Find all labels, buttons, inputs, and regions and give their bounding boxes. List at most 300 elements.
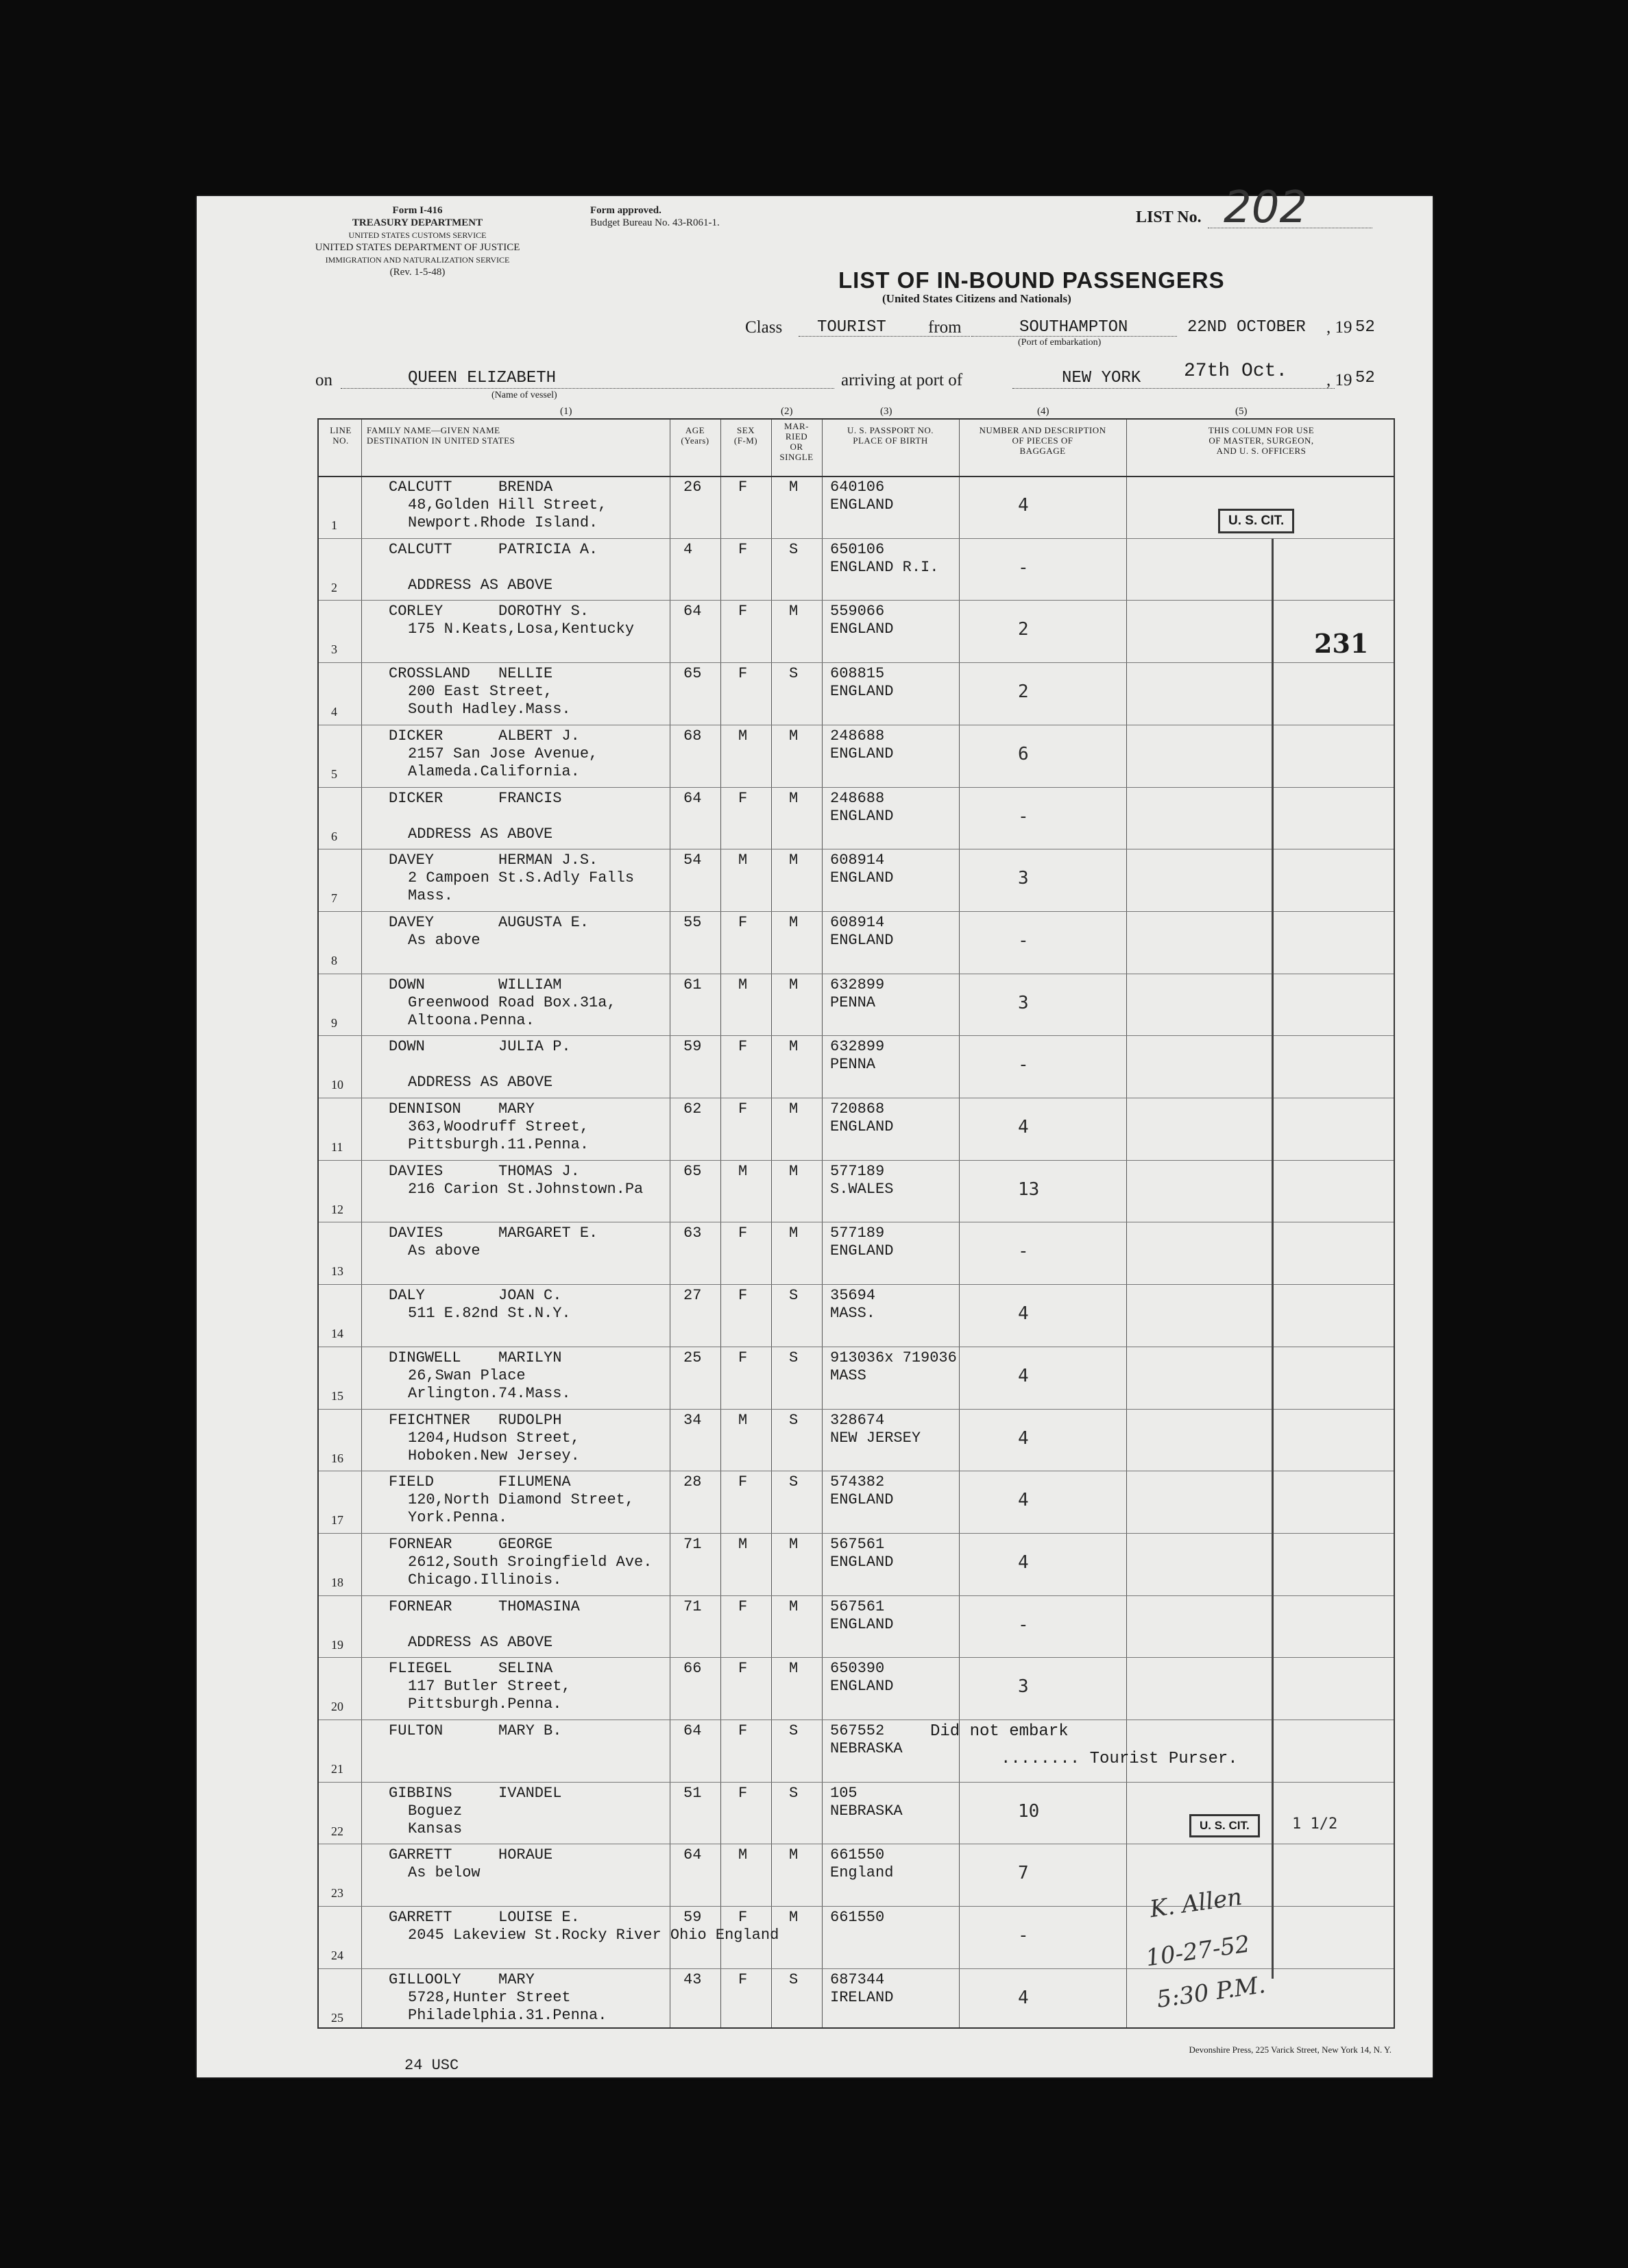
line-number: 10	[331, 1078, 343, 1092]
statute-note: 24 USC	[404, 2057, 459, 2074]
arrival-date: 27th Oct.	[1184, 361, 1288, 382]
sex: M	[738, 976, 748, 993]
passport-number: 661550	[830, 1846, 885, 1864]
passport-number: 567561	[830, 1597, 885, 1615]
marital-status: M	[789, 1038, 799, 1056]
passport-number: 608815	[830, 665, 885, 683]
place-of-birth: ENGLAND	[830, 1615, 894, 1633]
marital-status: M	[789, 852, 799, 869]
table-row	[319, 662, 1394, 725]
baggage-count: -	[1018, 557, 1029, 578]
table-row	[319, 600, 1394, 662]
class-label: Class	[745, 318, 783, 337]
address-line: 200 East Street,	[408, 683, 553, 701]
place-of-birth: ENGLAND	[830, 869, 894, 887]
line-number: 20	[331, 1700, 343, 1714]
address-line: Chicago.Illinois.	[408, 1571, 562, 1589]
given-name: JOAN C.	[498, 1287, 562, 1305]
form-agency-block	[301, 204, 534, 278]
agency-line: IMMIGRATION AND NATURALIZATION SERVICE	[325, 255, 510, 265]
given-name: MARGARET E.	[498, 1225, 598, 1242]
line-number: 23	[331, 1886, 343, 1901]
passport-number: 650106	[830, 540, 885, 558]
marital-status: M	[789, 1225, 799, 1242]
line-number: 14	[331, 1327, 343, 1341]
place-of-birth: NEBRASKA	[830, 1740, 903, 1757]
surname: DALY	[389, 1287, 425, 1305]
place-of-birth: S.WALES	[830, 1180, 894, 1198]
line-number: 22	[331, 1824, 343, 1838]
given-name: MARY	[498, 1100, 535, 1118]
passport-number: 567561	[830, 1535, 885, 1553]
place-of-birth: NEBRASKA	[830, 1802, 903, 1820]
place-of-birth: ENGLAND	[830, 931, 894, 949]
surname: DAVEY	[389, 913, 435, 931]
place-of-birth: MASS.	[830, 1305, 876, 1323]
header-sex: SEX (F-M)	[733, 425, 758, 446]
sex: M	[738, 1411, 748, 1429]
table-header	[319, 420, 1394, 477]
sex: F	[738, 1970, 748, 1988]
baggage-count: 4	[1018, 1490, 1029, 1511]
place-of-birth: ENGLAND	[830, 683, 894, 701]
approval-line: Form approved.	[590, 205, 661, 216]
baggage-count: 4	[1018, 1303, 1029, 1325]
address-line: 216 Carion St.Johnstown.Pa	[408, 1180, 644, 1198]
given-name: RUDOLPH	[498, 1411, 562, 1429]
address-line: Hoboken.New Jersey.	[408, 1447, 580, 1464]
marital-status: S	[789, 540, 799, 558]
line-number: 12	[331, 1202, 343, 1216]
row-divider	[319, 600, 1394, 601]
year-prefix: , 19	[1326, 318, 1352, 337]
surname: DICKER	[389, 789, 444, 807]
address-line: As below	[408, 1864, 481, 1882]
baggage-count: 4	[1018, 1365, 1029, 1386]
baggage-count: 3	[1018, 992, 1029, 1013]
sex: F	[738, 1597, 748, 1615]
address-line: 120,North Diamond Street,	[408, 1491, 635, 1509]
departure-date: 22ND OCTOBER	[1187, 318, 1306, 337]
baggage-count: 10	[1018, 1800, 1040, 1822]
list-number: 202	[1224, 182, 1308, 233]
line-number: 19	[331, 1637, 343, 1652]
address-line: Newport.Rhode Island.	[408, 514, 598, 531]
table-row	[319, 1595, 1394, 1658]
place-of-birth: ENGLAND	[830, 807, 894, 825]
row-divider	[319, 1782, 1394, 1783]
line-number: 3	[331, 642, 337, 657]
passport-number: 608914	[830, 913, 885, 931]
passport-number: 632899	[830, 1038, 885, 1056]
marital-status: M	[789, 1100, 799, 1118]
baggage-count: 3	[1018, 1676, 1029, 1698]
row-divider	[319, 1409, 1394, 1410]
surname: FEICHTNER	[389, 1411, 470, 1429]
signature-time: 5:30 P.M.	[1154, 1971, 1267, 2014]
line-number: 5	[331, 767, 337, 781]
table-row	[319, 725, 1394, 787]
table-row	[319, 787, 1394, 849]
passport-number: 248688	[830, 789, 885, 807]
baggage-count: -	[1018, 806, 1029, 827]
passport-number: 720868	[830, 1100, 885, 1118]
surname: DICKER	[389, 727, 444, 745]
address-line: As above	[408, 1242, 481, 1260]
age: 64	[683, 789, 702, 807]
sex: F	[738, 1722, 748, 1739]
passport-number: 608914	[830, 852, 885, 869]
age: 54	[683, 852, 702, 869]
age: 51	[683, 1784, 702, 1802]
table-row	[319, 1160, 1394, 1222]
row-divider	[319, 1657, 1394, 1658]
list-number-label: LIST No.	[1136, 208, 1202, 226]
age: 64	[683, 603, 702, 620]
us-citizen-stamp: U. S. CIT.	[1218, 509, 1294, 533]
baggage-count: 4	[1018, 1987, 1029, 2008]
address-line: 2157 San Jose Avenue,	[408, 745, 598, 762]
table-row	[319, 1533, 1394, 1595]
address-line: 2612,South Sroingfield Ave.	[408, 1553, 653, 1571]
surname: FLIEGEL	[389, 1660, 452, 1678]
vessel-underline	[341, 388, 834, 389]
address-line: 175 N.Keats,Losa,Kentucky	[408, 620, 635, 638]
baggage-count: -	[1018, 1241, 1029, 1262]
printer-credit: Devonshire Press, 225 Varick Street, New York 14, N. Y.	[1189, 2044, 1392, 2055]
surname: DINGWELL	[389, 1349, 461, 1366]
line-number: 24	[331, 1949, 343, 1963]
sex: M	[738, 1162, 748, 1180]
header-officers: THIS COLUMN FOR USE OF MASTER, SURGEON, AND U. S. OFFICERS	[1208, 425, 1315, 456]
marital-status: S	[789, 1411, 799, 1429]
age: 25	[683, 1349, 702, 1366]
age: 28	[683, 1473, 702, 1491]
place-of-birth: ENGLAND R.I.	[830, 558, 939, 576]
line-number: 13	[331, 1264, 343, 1279]
age: 43	[683, 1970, 702, 1988]
surname: DAVIES	[389, 1162, 444, 1180]
revision-line: (Rev. 1-5-48)	[389, 267, 446, 278]
passport-number: 559066	[830, 603, 885, 620]
arrival-underline	[1012, 388, 1335, 389]
given-name: FRANCIS	[498, 789, 562, 807]
surname: DOWN	[389, 976, 425, 993]
marital-status: S	[789, 1287, 799, 1305]
passport-number: 650390	[830, 1660, 885, 1678]
port-caption: (Port of embarkation)	[1018, 337, 1102, 348]
place-of-birth: England	[830, 1864, 894, 1882]
given-name: MARILYN	[498, 1349, 562, 1366]
surname: DOWN	[389, 1038, 425, 1056]
row-divider	[319, 911, 1394, 912]
sex: F	[738, 540, 748, 558]
given-name: IVANDEL	[498, 1784, 562, 1802]
baggage-count: 2	[1018, 681, 1029, 703]
given-name: MARY	[498, 1970, 535, 1988]
given-name: THOMAS J.	[498, 1162, 580, 1180]
passenger-table	[317, 418, 1395, 2029]
address-line: Arlington.74.Mass.	[408, 1384, 571, 1402]
row-divider	[319, 1595, 1394, 1596]
officer-bracket-line	[1272, 539, 1274, 1979]
surname: CALCUTT	[389, 540, 452, 558]
given-name: MARY B.	[498, 1722, 562, 1739]
surname: GIBBINS	[389, 1784, 452, 1802]
marital-status: M	[789, 479, 799, 496]
given-name: PATRICIA A.	[498, 540, 598, 558]
passport-number: 35694	[830, 1287, 876, 1305]
given-name: BRENDA	[498, 479, 553, 496]
class-value: TOURIST	[817, 318, 886, 337]
marital-status: S	[789, 1473, 799, 1491]
passport-number: 640106	[830, 479, 885, 496]
line-number: 6	[331, 829, 337, 843]
marital-status: M	[789, 789, 799, 807]
place-of-birth: NEW JERSEY	[830, 1429, 921, 1447]
sex: F	[738, 789, 748, 807]
line-number: 25	[331, 2010, 343, 2025]
baggage-count: -	[1018, 1925, 1029, 1946]
column-number: (3)	[880, 406, 892, 417]
place-of-birth: PENNA	[830, 1056, 876, 1074]
purser-note: ........ Tourist Purser.	[1001, 1750, 1238, 1768]
line-number: 7	[331, 891, 337, 906]
sex: F	[738, 1349, 748, 1366]
address-line: 26,Swan Place	[408, 1366, 526, 1384]
address-line: ADDRESS AS ABOVE	[408, 1633, 553, 1651]
table-row	[319, 1284, 1394, 1347]
column-number: (1)	[560, 406, 572, 417]
passport-number: 632899	[830, 976, 885, 993]
passport-number: 105	[830, 1784, 858, 1802]
given-name: FILUMENA	[498, 1473, 571, 1491]
age: 55	[683, 913, 702, 931]
form-number: Form I-416	[392, 205, 443, 216]
address-line: Pittsburgh.Penna.	[408, 1696, 562, 1713]
place-of-birth: ENGLAND	[830, 1553, 894, 1571]
address-line: ADDRESS AS ABOVE	[408, 825, 553, 843]
arrival-year: 52	[1355, 369, 1375, 387]
marital-status: M	[789, 976, 799, 993]
passport-number: 913036x 719036	[830, 1349, 957, 1366]
given-name: AUGUSTA E.	[498, 913, 590, 931]
baggage-count: 4	[1018, 1552, 1029, 1573]
passport-number: 577189	[830, 1225, 885, 1242]
address-line: ADDRESS AS ABOVE	[408, 576, 553, 594]
table-row	[319, 974, 1394, 1036]
approval-line: Budget Bureau No. 43-R061-1.	[590, 217, 720, 228]
baggage-count: 2	[1018, 619, 1029, 640]
address-line: ADDRESS AS ABOVE	[408, 1074, 553, 1091]
age: 61	[683, 976, 702, 993]
age: 59	[683, 1909, 702, 1927]
address-line: Mass.	[408, 887, 454, 905]
marital-status: M	[789, 1597, 799, 1615]
page-subtitle: (United States Citizens and Nationals)	[882, 292, 1071, 305]
sex: F	[738, 1473, 748, 1491]
line-number: 2	[331, 580, 337, 594]
row-divider	[319, 538, 1394, 539]
place-of-birth: ENGLAND	[830, 745, 894, 762]
passport-number: 687344	[830, 1970, 885, 1988]
header-passport: U. S. PASSPORT NO. PLACE OF BIRTH	[847, 425, 934, 446]
surname: FORNEAR	[389, 1535, 452, 1553]
row-divider	[319, 1035, 1394, 1036]
marital-status: M	[789, 603, 799, 620]
address-line: 2045 Lakeview St.Rocky River Ohio England	[408, 1927, 779, 1944]
baggage-count: 4	[1018, 1117, 1029, 1137]
table-row	[319, 1409, 1394, 1471]
page-title: LIST OF IN-BOUND PASSENGERS	[838, 267, 1225, 293]
surname: GARRETT	[389, 1909, 452, 1927]
age: 64	[683, 1846, 702, 1864]
row-divider	[319, 662, 1394, 663]
given-name: WILLIAM	[498, 976, 562, 993]
address-line: Philadelphia.31.Penna.	[408, 2006, 607, 2024]
line-number: 4	[331, 705, 337, 719]
table-row	[319, 1471, 1394, 1533]
marital-status: M	[789, 913, 799, 931]
line-number: 16	[331, 1451, 343, 1465]
address-line: York.Penna.	[408, 1509, 508, 1527]
sex: M	[738, 1846, 748, 1864]
sex: F	[738, 1660, 748, 1678]
line-number: 9	[331, 1015, 337, 1030]
passenger-total: 231	[1314, 628, 1369, 659]
header-baggage: NUMBER AND DESCRIPTION OF PIECES OF BAGGAGE	[979, 425, 1106, 456]
row-divider	[319, 1533, 1394, 1534]
address-line: South Hadley.Mass.	[408, 701, 571, 719]
age: 71	[683, 1535, 702, 1553]
row-divider	[319, 1160, 1394, 1161]
table-row	[319, 911, 1394, 974]
line-number: 11	[331, 1140, 343, 1154]
place-of-birth: ENGLAND	[830, 1491, 894, 1509]
age: 34	[683, 1411, 702, 1429]
given-name: DOROTHY S.	[498, 603, 590, 620]
surname: CROSSLAND	[389, 665, 470, 683]
sex: F	[738, 479, 748, 496]
marital-status: S	[789, 1784, 799, 1802]
departure-year: 52	[1355, 318, 1375, 337]
header-age: AGE (Years)	[681, 425, 709, 446]
address-line: 1204,Hudson Street,	[408, 1429, 580, 1447]
age: 27	[683, 1287, 702, 1305]
age: 65	[683, 1162, 702, 1180]
given-name: ALBERT J.	[498, 727, 580, 745]
on-label: on	[315, 371, 332, 389]
table-row	[319, 1035, 1394, 1098]
table-row	[319, 538, 1394, 601]
given-name: NELLIE	[498, 665, 553, 683]
agency-line: UNITED STATES DEPARTMENT OF JUSTICE	[315, 242, 520, 253]
line-number: 17	[331, 1513, 343, 1528]
baggage-count: -	[1018, 1614, 1029, 1635]
age: 64	[683, 1722, 702, 1739]
signature-date: 10-27-52	[1143, 1930, 1252, 1973]
age: 62	[683, 1100, 702, 1118]
address-line: 5728,Hunter Street	[408, 1988, 571, 2006]
address-line: Altoona.Penna.	[408, 1011, 535, 1029]
place-of-birth: ENGLAND	[830, 1678, 894, 1696]
table-row	[319, 1222, 1394, 1284]
address-line: 363,Woodruff Street,	[408, 1118, 590, 1135]
surname: GARRETT	[389, 1846, 452, 1864]
given-name: SELINA	[498, 1660, 553, 1678]
embarkation-port: SOUTHAMPTON	[1019, 318, 1128, 337]
baggage-count: 4	[1018, 1427, 1029, 1449]
did-not-embark-note: Did not embark	[930, 1722, 1069, 1741]
marital-status: S	[789, 1970, 799, 1988]
marital-status: S	[789, 1349, 799, 1366]
passport-number: 248688	[830, 727, 885, 745]
sex: F	[738, 603, 748, 620]
line-number: 21	[331, 1762, 343, 1776]
line-number: 15	[331, 1388, 343, 1403]
sex: M	[738, 1535, 748, 1553]
age: 59	[683, 1038, 702, 1056]
baggage-count: 6	[1018, 743, 1029, 764]
sex: F	[738, 1909, 748, 1927]
officer-signature: K. Allen	[1147, 1883, 1244, 1924]
baggage-count: 13	[1018, 1179, 1040, 1200]
passport-number: 567552	[830, 1722, 885, 1739]
address-line: Alameda.California.	[408, 762, 580, 780]
surname: FIELD	[389, 1473, 435, 1491]
place-of-birth: ENGLAND	[830, 496, 894, 514]
address-line: Kansas	[408, 1820, 463, 1837]
marital-status: M	[789, 727, 799, 745]
sex: F	[738, 1784, 748, 1802]
age: 65	[683, 665, 702, 683]
sex: M	[738, 727, 748, 745]
passenger-list-sheet	[197, 182, 1433, 2077]
surname: CORLEY	[389, 603, 444, 620]
place-of-birth: IRELAND	[830, 1988, 894, 2006]
age: 68	[683, 727, 702, 745]
baggage-count: -	[1018, 930, 1029, 951]
line-number: 8	[331, 953, 337, 967]
table-row	[319, 849, 1394, 911]
us-citizen-stamp: U. S. CIT.	[1189, 1814, 1260, 1837]
column-number: (4)	[1037, 406, 1049, 417]
header-name: FAMILY NAME—GIVEN NAME DESTINATION IN UNITED STATES	[367, 425, 515, 446]
arrival-port: NEW YORK	[1062, 369, 1141, 387]
baggage-count: 3	[1018, 868, 1029, 889]
from-label: from	[928, 318, 962, 337]
baggage-count: 7	[1018, 1863, 1029, 1884]
place-of-birth: ENGLAND	[830, 1118, 894, 1135]
vessel-name: QUEEN ELIZABETH	[408, 369, 557, 387]
given-name: HERMAN J.S.	[498, 852, 598, 869]
age: 26	[683, 479, 702, 496]
age: 4	[683, 540, 693, 558]
given-name: HORAUE	[498, 1846, 553, 1864]
passport-number: 328674	[830, 1411, 885, 1429]
surname: GILLOOLY	[389, 1970, 461, 1988]
age: 63	[683, 1225, 702, 1242]
place-of-birth: MASS	[830, 1366, 866, 1384]
address-line: As above	[408, 931, 481, 949]
sex: F	[738, 1287, 748, 1305]
place-of-birth: PENNA	[830, 993, 876, 1011]
address-line: Boguez	[408, 1802, 463, 1820]
surname: DAVEY	[389, 852, 435, 869]
passport-number: 574382	[830, 1473, 885, 1491]
column-number: (5)	[1235, 406, 1248, 417]
vessel-caption: (Name of vessel)	[491, 390, 557, 400]
